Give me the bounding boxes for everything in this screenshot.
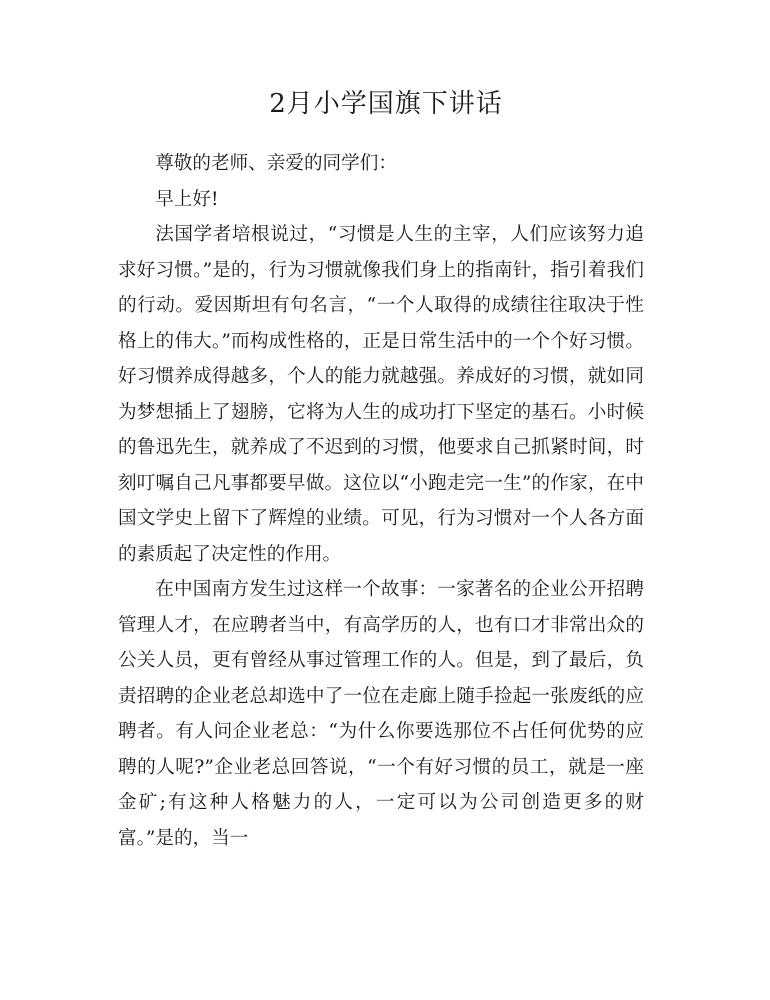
body-paragraph: 法国学者培根说过，“习惯是人生的主宰，人们应该努力追求好习惯。”是的，行为习惯就像我们身上的指南针，指引着我们的行动。爱因斯坦有句名言，“一个人取得的成绩往往取决于性格上的伟大。”而构成性格的，正是日常生活中的一个个好习惯。好习惯养成得越多，个人的能力就越强。养成好的习惯，就如同为梦想插上了翅膀，它将为人生的成功打下坚定的基石。小时候的鲁迅先生，就养成了不迟到的习惯，他要求自己抓紧时间，时刻叮嘱自己凡事都要早做。这位以“小跑走完一生”的作家，在中国文学史上留下了辉煌的业绩。可见，行为习惯对一个人各方面的素质起了决定性的作用。 [118, 224, 644, 565]
salutation-paragraph: 尊敬的老师、亲爱的同学们： [155, 153, 397, 174]
body-paragraph: 在中国南方发生过这样一个故事：一家著名的企业公开招聘管理人才，在应聘者当中，有高学历的人，也有口才非常出众的公关人员，更有曾经从事过管理工作的人。但是，到了最后，负责招聘的企业老总却选中了一位在走廊上随手捡起一张废纸的应聘者。有人问企业老总：“为什么你要选那位不占任何优势的应聘的人呢?”企业老总回答说，“一个有好习惯的员工，就是一座金矿;有这种人格魅力的人，一定可以为公司创造更多的财富。”是的，当一 [118, 579, 644, 849]
greeting-paragraph: 早上好! [155, 188, 219, 210]
document-title: 2月小学国旗下讲话 [269, 89, 503, 119]
